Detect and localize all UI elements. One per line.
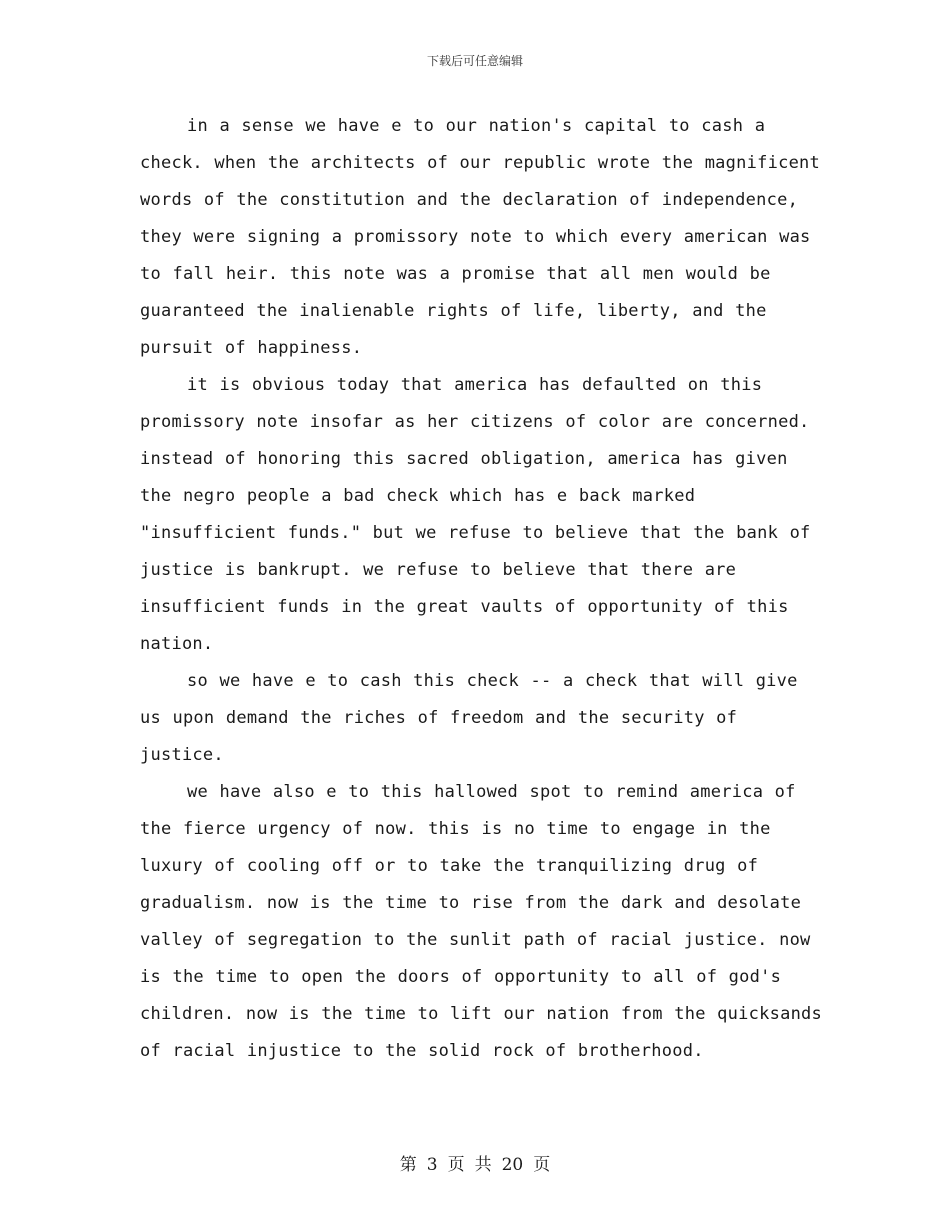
page-label-mid: 页 bbox=[447, 1155, 465, 1175]
paragraph: we have also e to this hallowed spot to remind america of the fierce urgency of now. this is no time to engage in the luxury of cooling off or to take the tranquilizing drug of gradualism. now is the time to rise from the dark and desolate valley of segregation to the sunlit path of racial justice. now is the time to open the doors of opportunity to all of god's children. now is the time to lift our nation from the quicksands of racial injustice to the solid rock of brotherhood. bbox=[140, 782, 823, 1061]
page-label-suffix: 页 bbox=[533, 1155, 551, 1175]
paragraph: in a sense we have e to our nation's capital to cash a check. when the architects of our republic wrote the magnificent words of the constitution and the declaration of independence, they were signing a promissory note to which every american was to fall heir. this note was a promise that all men would be guaranteed the inalienable rights of life, liberty, and the pursuit of happiness. bbox=[140, 116, 821, 358]
paragraph: it is obvious today that america has defaulted on this promissory note insofar as her citizens of color are concerned. instead of honoring this sacred obligation, america has given the negro people a bad check which has e back marked "insufficient funds." but we refuse to believe that the bank of justice is bankrupt. we refuse to believe that there are insufficient funds in the great vaults of opportunity of this nation. bbox=[140, 375, 811, 654]
document-body bbox=[140, 108, 830, 1070]
paragraph: so we have e to cash this check -- a check that will give us upon demand the riches of freedom and the security of justice. bbox=[140, 671, 798, 765]
page-label-prefix: 第 bbox=[399, 1155, 417, 1175]
page-header: 下载后可任意编辑 bbox=[426, 54, 523, 68]
total-label: 共 bbox=[474, 1155, 492, 1175]
page-footer bbox=[0, 1150, 950, 1175]
current-page-number: 3 bbox=[426, 1155, 438, 1175]
total-pages-number: 20 bbox=[501, 1155, 524, 1175]
